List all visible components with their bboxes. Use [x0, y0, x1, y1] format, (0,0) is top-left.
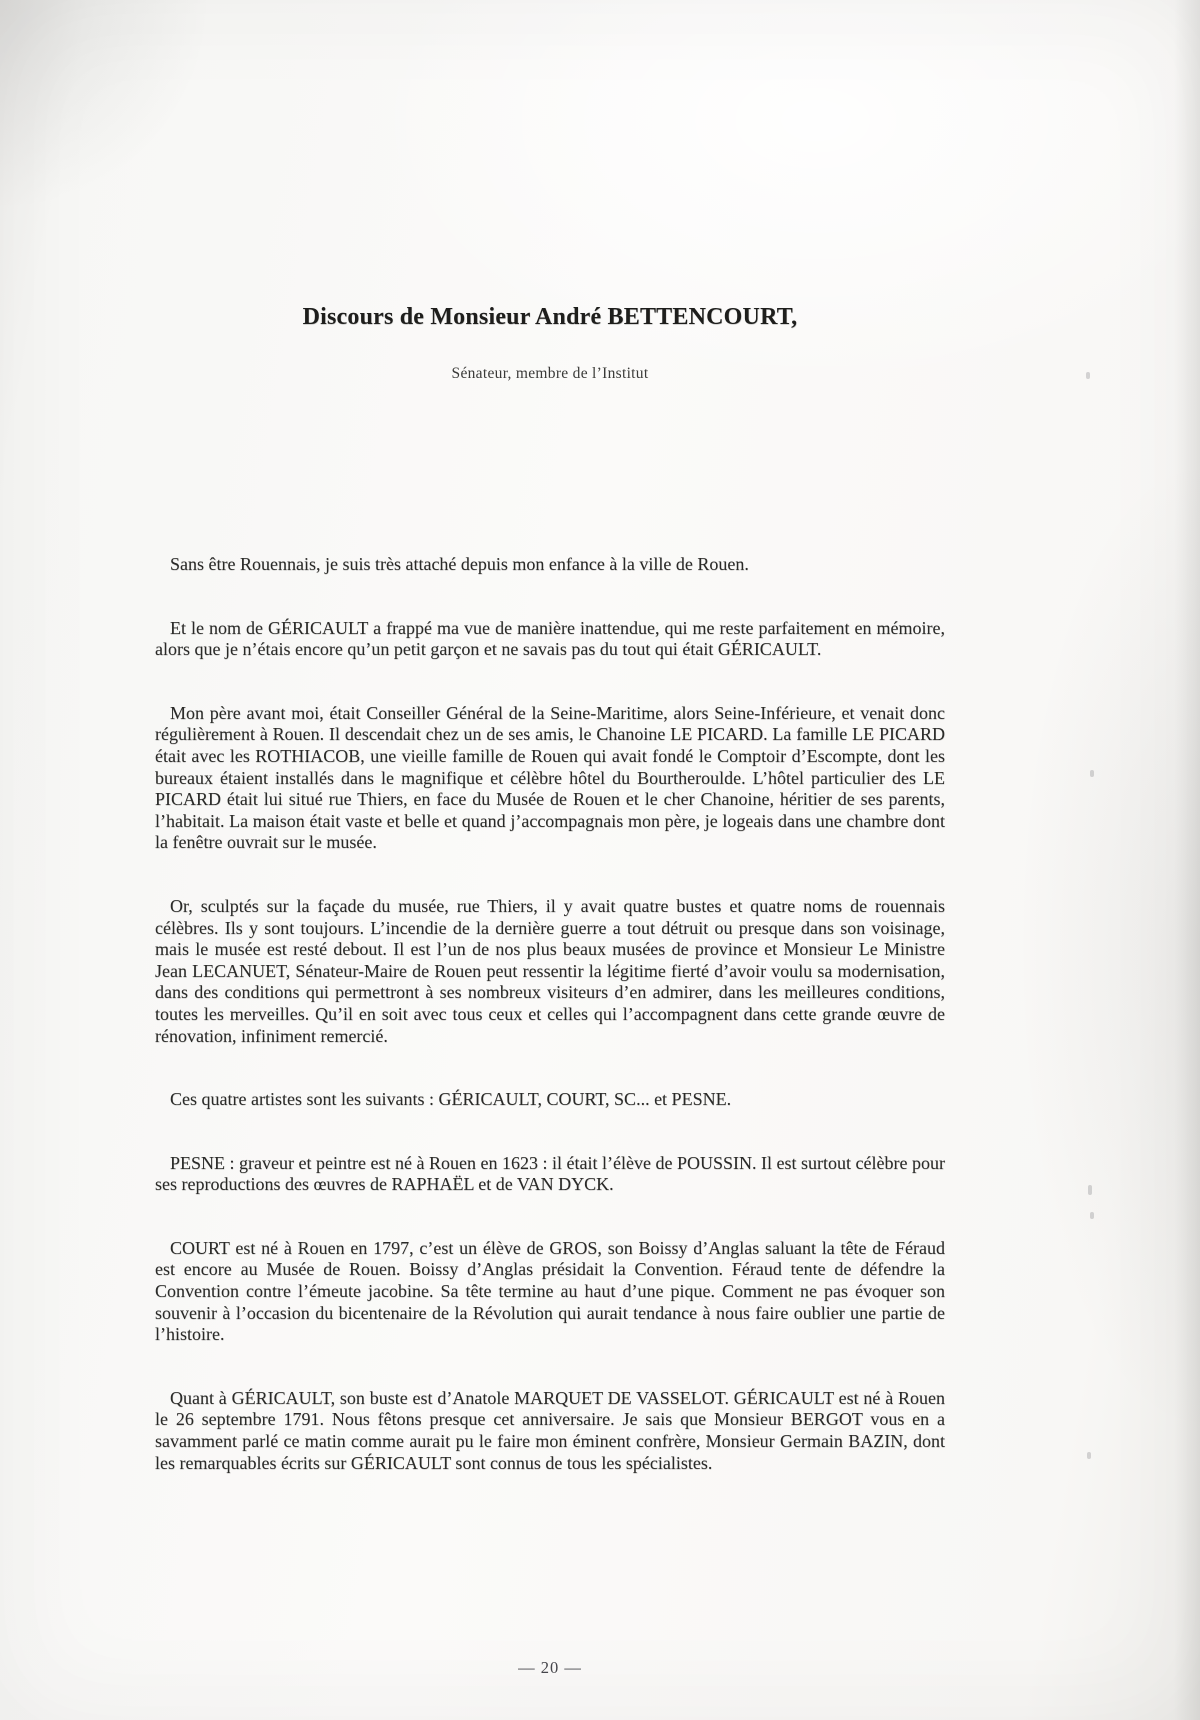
- page-edge-shadow: [1174, 0, 1200, 1720]
- paragraph-father-le-picard: Mon père avant moi, était Conseiller Général de la Seine-Maritime, alors Seine-Inférieure, et venait donc régulièrement à Rouen. Il descendait chez un de ses amis, le Chanoine LE PICARD. La famille LE PICARD était avec les ROTHIACOB, une vieille famille de Rouen qui avait fondé le Comptoir d’Escompte, dont les bureaux étaient installés dans le magnifique et célèbre hôtel du Bourtheroulde. L’hôtel particulier des LE PICARD était lui situé rue Thiers, en face du Musée de Rouen et le cher Chanoine, héritier de ses parents, l’habitait. La maison était vaste et belle et quand j’accompagnais mon père, je logeais dans une chambre dont la fenêtre ouvrait sur le musée.: [155, 702, 945, 853]
- scan-artifact-speck: [1090, 770, 1094, 777]
- paragraph-intro: Sans être Rouennais, je suis très attaché depuis mon enfance à la ville de Rouen.: [170, 554, 749, 574]
- text-column: [155, 0, 945, 1516]
- page-number: — 20 —: [518, 1658, 582, 1677]
- paragraph-gericault-bust: Quant à GÉRICAULT, son buste est d’Anatole MARQUET DE VASSELOT. GÉRICAULT est né à Rouen le 26 septembre 1791. Nous fêtons presque cet anniversaire. Je sais que Monsieur BERGOT vous en a savamment parlé ce matin comme aurait pu le faire mon éminent confrère, Monsieur Germain BAZIN, dont les remarquables écrits sur GÉRICAULT sont connus de tous les spécialistes.: [155, 1387, 945, 1473]
- scan-artifact-speck: [1090, 1212, 1094, 1219]
- paragraph-four-artists: Ces quatre artistes sont les suivants : GÉRICAULT, COURT, SC... et PESNE.: [170, 1089, 732, 1110]
- speech-body: [155, 554, 945, 1474]
- scan-artifact-speck: [1087, 1452, 1091, 1459]
- paragraph-museum-facade: Or, sculptés sur la façade du musée, rue Thiers, il y avait quatre bustes et quatre noms de rouennais célèbres. Ils y sont toujours. L’incendie de la dernière guerre a tout détruit ou presque dans son voisinage, mais le musée est resté debout. Il est l’un de nos plus beaux musées de province et Monsieur Le Ministre Jean LECANUET, Sénateur-Maire de Rouen peut ressentir la légitime fierté d’avoir voulu sa modernisation, dans des conditions qui permettront à ses nombreux visiteurs d’en admirer, dans les meilleures conditions, toutes les merveilles. Qu’il en soit avec tous ceux et celles qui l’accompagnent dans cette grande œuvre de rénovation, infiniment remercié.: [155, 895, 945, 1046]
- paragraph-court: COURT est né à Rouen en 1797, c’est un élève de GROS, son Boissy d’Anglas saluant la tête de Féraud est encore au Musée de Rouen. Boissy d’Anglas présidait la Convention. Féraud tente de défendre la Convention contre l’émeute jacobine. Sa tête termine au haut d’une pique. Comment ne pas évoquer son souvenir à l’occasion du bicentenaire de la Révolution qui aurait tendance à nous faire oublier une partie de l’histoire.: [155, 1237, 945, 1345]
- scan-artifact-speck: [1088, 1185, 1092, 1195]
- page-subtitle: Sénateur, membre de l’Institut: [451, 365, 649, 382]
- paragraph-pesne: PESNE : graveur et peintre est né à Rouen en 1623 : il était l’élève de POUSSIN. Il est surtout célèbre pour ses reproductions des œuvres de RAPHAËL et de VAN DYCK.: [155, 1152, 945, 1195]
- page-title: Discours de Monsieur André BETTENCOURT,: [302, 304, 798, 330]
- paragraph-gericault-name: Et le nom de GÉRICAULT a frappé ma vue de manière inattendue, qui me reste parfaitement en mémoire, alors que je n’étais encore qu’un petit garçon et ne savais pas du tout qui était GÉRICAULT.: [155, 617, 945, 660]
- scan-artifact-speck: [1086, 372, 1090, 379]
